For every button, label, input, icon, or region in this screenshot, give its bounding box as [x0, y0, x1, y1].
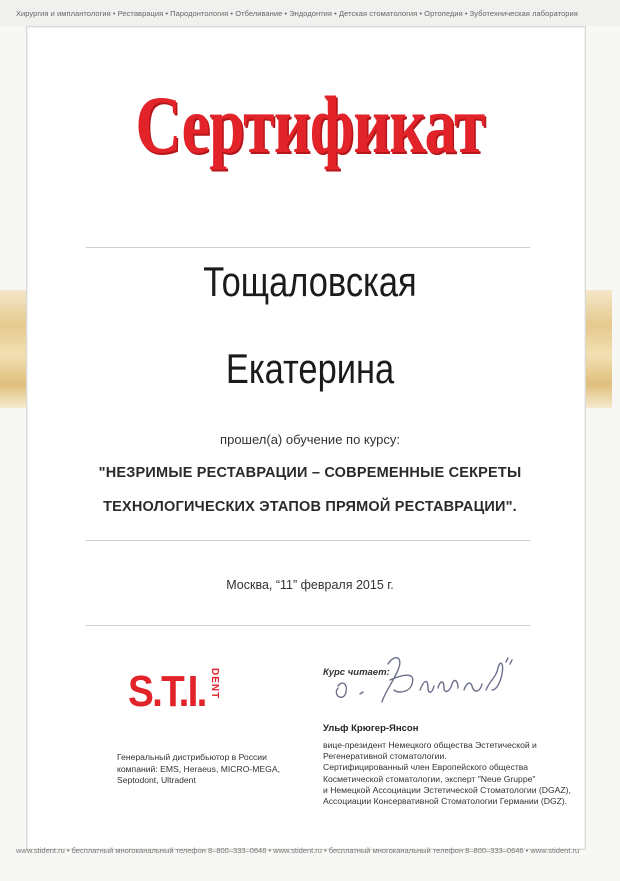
distributor-info: [117, 752, 280, 787]
lecturer-bio-line: вице-президент Немецкого общества Эстетической и: [323, 740, 537, 750]
completed-text: прошел(а) обучение по курсу:: [220, 432, 400, 447]
distributor-line: компаний: EMS, Heraeus, MICRO-MEGA,: [117, 763, 280, 774]
course-title-line2: ТЕХНОЛОГИЧЕСКИХ ЭТАПОВ ПРЯМОЙ РЕСТАВРАЦИИ".: [103, 499, 517, 515]
lecturer-bio-line: Косметической стоматологии, эксперт "Neue Gruppe": [323, 773, 536, 784]
lecturer-bio-line: и Немецкой Ассоциации Эстетической Стоматологии (DGAZ),: [323, 784, 571, 795]
signature: [324, 650, 524, 710]
distributor-line: Генеральный дистрибьютор в России: [117, 752, 267, 762]
gold-ribbon-left: [0, 290, 26, 408]
lecturer-bio-line: Сертифицированный член Европейского общества: [323, 762, 529, 773]
certificate-title: Сертификат: [135, 79, 485, 170]
lecturer-bio-line: Ассоциации Консервативной Стоматологии Германии (DGZ).: [323, 796, 568, 807]
footer-contacts: www.stident.ru • бесплатный многоканальный телефон 8–800–333–0646 • www.stident.ru • бесплатный многоканальный телефон 8–800–333–0646 • www.stident.ru: [16, 846, 580, 855]
recipient-given-name: Екатерина: [225, 345, 395, 392]
logo-brand: S.T.I.: [128, 667, 206, 716]
sti-dent-logo: [128, 667, 238, 722]
specialties-header: Хирургия и имплантология • Реставрация • Пародонтология • Отбеливание • Эндодонтия • Детская стоматология • Ортопедия • Зуботехническая лаборатория: [16, 9, 578, 18]
course-title-line1: "НЕЗРИМЫЕ РЕСТАВРАЦИИ – СОВРЕМЕННЫЕ СЕКРЕТЫ: [98, 465, 522, 481]
lecturer-bio: [323, 740, 583, 807]
lecturer-bio-line: Регенеративной стоматологии.: [323, 751, 447, 762]
recipient-surname: Тощаловская: [203, 258, 417, 305]
distributor-line: Septodont, Ultradent: [117, 775, 196, 785]
divider-bottom: [86, 625, 530, 626]
issue-date: Москва, “11” февраля 2015 г.: [226, 578, 394, 592]
lecturer-label: Курс читает:: [323, 667, 390, 678]
divider-top: [86, 247, 530, 248]
gold-ribbon-right: [586, 290, 612, 408]
divider-middle: [86, 540, 530, 541]
lecturer-name: Ульф Крюгер-Янсон: [323, 723, 419, 734]
logo-sub: DENT: [209, 668, 220, 700]
